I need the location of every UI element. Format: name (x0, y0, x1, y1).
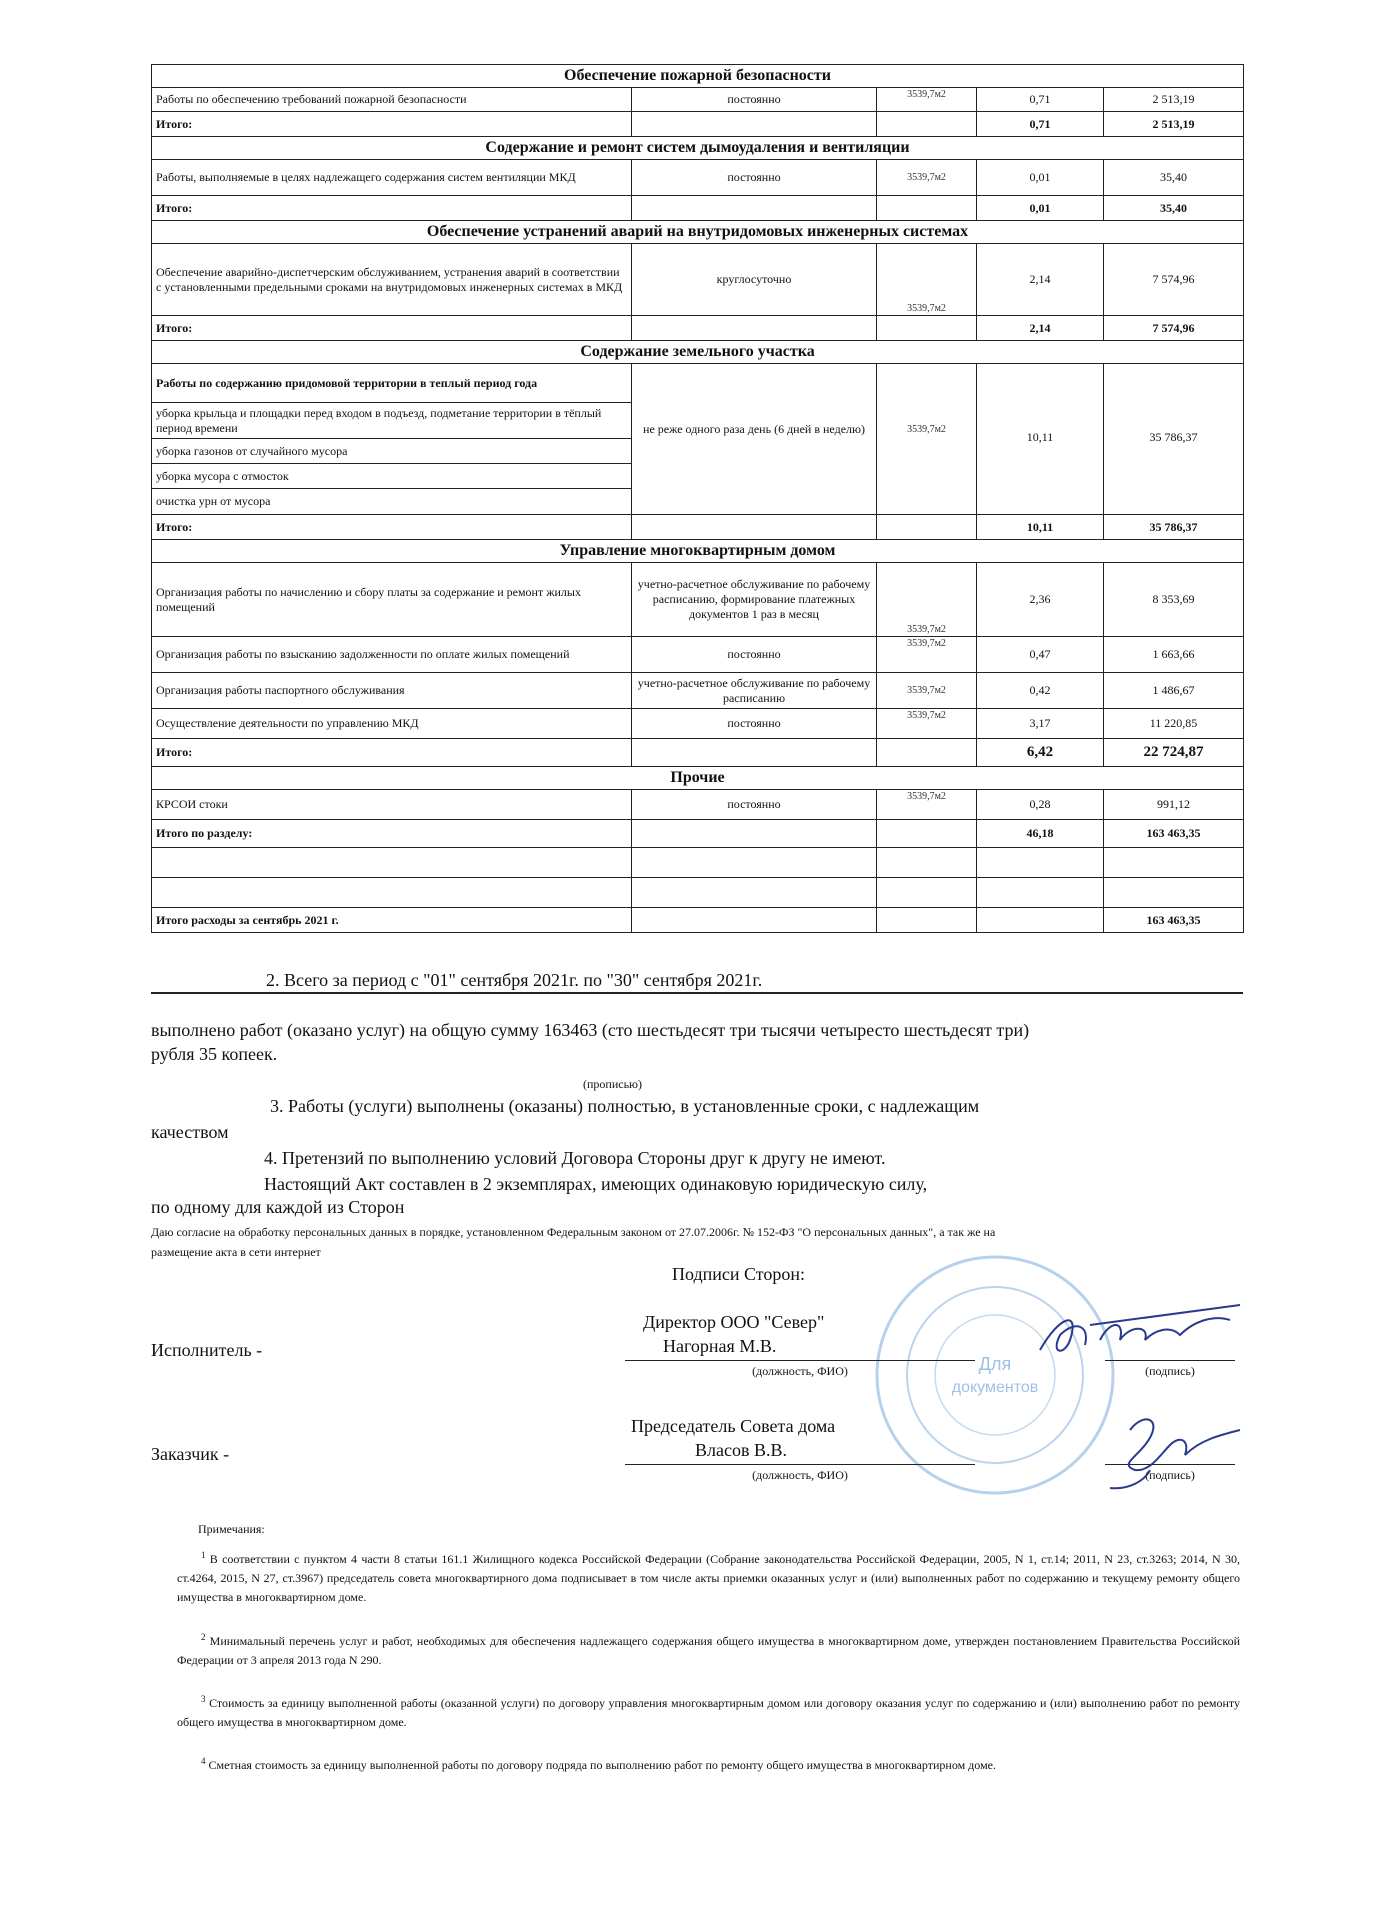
executor-position-line (625, 1360, 975, 1361)
land-line: уборка крыльца и площадки перед входом в подъезд, подметание территории в тёплый период времени (152, 402, 631, 438)
total-cost: 35,40 (1104, 196, 1244, 221)
row-period: круглосуточно (632, 244, 877, 316)
row-period: постоянно (632, 88, 877, 112)
row-rate: 2,14 (977, 244, 1104, 316)
paragraph-5-cont: по одному для каждой из Сторон (151, 1197, 405, 1217)
total-rate: 2,14 (977, 316, 1104, 341)
note-4 (177, 1752, 1240, 1775)
row-name: Работы по обеспечению требований пожарной безопасности (152, 88, 632, 112)
row-name: Обеспечение аварийно-диспетчерским обслуживанием, устранения аварий в соответствии с установленными предельными сроками на внутридомовых инженерных системах в МКД (152, 244, 632, 316)
row-name: Осуществление деятельности по управлению МКД (152, 709, 632, 739)
row-name: Организация работы паспортного обслуживания (152, 673, 632, 709)
total-cost: 2 513,19 (1104, 112, 1244, 137)
row-unit: 3539,7м2 (877, 244, 977, 316)
section-title-fire: Обеспечение пожарной безопасности (152, 65, 1244, 88)
row-period: не реже одного раза день (6 дней в неделю) (632, 364, 877, 515)
total-cost: 35 786,37 (1104, 515, 1244, 540)
section-total-cost: 163 463,35 (1104, 820, 1244, 848)
grand-total-cost: 163 463,35 (1104, 908, 1244, 933)
section-title-vent: Содержание и ремонт систем дымоудаления и вентиляции (152, 137, 1244, 160)
in-words-caption: (прописью) (583, 1077, 643, 1091)
row-rate: 0,71 (977, 88, 1104, 112)
row-cost: 11 220,85 (1104, 709, 1244, 739)
total-label: Итого: (152, 515, 632, 540)
row-cost: 7 574,96 (1104, 244, 1244, 316)
note-3 (177, 1690, 1240, 1732)
row-unit: 3539,7м2 (877, 637, 977, 673)
row-name: Организация работы по начислению и сбору платы за содержание и ремонт жилых помещений (152, 563, 632, 637)
position-caption: (должность, ФИО) (752, 1364, 848, 1378)
section-title-emergency: Обеспечение устранений аварий на внутридомовых инженерных системах (152, 221, 1244, 244)
stamp-text: документов (951, 1379, 1039, 1396)
total-label: Итого: (152, 316, 632, 341)
row-name: КРСОИ стоки (152, 790, 632, 820)
total-label: Итого: (152, 112, 632, 137)
row-rate: 0,47 (977, 637, 1104, 673)
section-title-land: Содержание земельного участка (152, 341, 1244, 364)
total-rate: 6,42 (977, 739, 1104, 767)
customer-label: Заказчик - (151, 1444, 230, 1464)
row-cost: 8 353,69 (1104, 563, 1244, 637)
row-unit: 3539,7м2 (877, 790, 977, 820)
stamp-text: Для (978, 1354, 1012, 1374)
consent-text-2: размещение акта в сети интернет (151, 1245, 321, 1259)
total-rate: 0,01 (977, 196, 1104, 221)
row-rate: 0,01 (977, 160, 1104, 196)
land-line: уборка газонов от случайного мусора (152, 438, 631, 463)
period-line: 2. Всего за период с "01" сентября 2021г. по "30" сентября 2021г. (151, 970, 1243, 994)
note-marker: 1 (201, 1550, 206, 1560)
total-rate: 0,71 (977, 112, 1104, 137)
total-rate: 10,11 (977, 515, 1104, 540)
note-2 (177, 1628, 1240, 1670)
paragraph-3: 3. Работы (услуги) выполнены (оказаны) полностью, в установленные сроки, с надлежащим (270, 1096, 980, 1116)
row-rate: 0,42 (977, 673, 1104, 709)
note-1 (177, 1546, 1240, 1607)
row-unit: 3539,7м2 (877, 563, 977, 637)
note-marker: 4 (201, 1756, 206, 1766)
total-label: Итого: (152, 739, 632, 767)
signature-caption: (подпись) (1145, 1468, 1195, 1482)
customer-name: Власов В.В. (695, 1440, 787, 1460)
land-line: очистка урн от мусора (152, 488, 631, 514)
note-text: В соответствии с пунктом 4 части 8 статьи 161.1 Жилищного кодекса Российской Федерации (Собрание законодательства Российской Федерации, 2005, N 1, ст.14; 2011, N 23, ст.3263; 2014, N 30, ст.4264, 2015, N 27, ст.3967) председатель совета многоквартирного дома подписывает в том числе акты приемки оказанных услуг и (или) выполненных работ по содержанию и текущему ремонту общего имущества в многоквартирном доме. (177, 1552, 1241, 1604)
paragraph-4: 4. Претензий по выполнению условий Договора Стороны друг к другу не имеют. (264, 1148, 886, 1168)
row-cost: 1 486,67 (1104, 673, 1244, 709)
paragraph-3-cont: качеством (151, 1122, 229, 1142)
position-caption: (должность, ФИО) (752, 1468, 848, 1482)
executor-label: Исполнитель - (151, 1340, 263, 1360)
executor-title: Директор ООО "Север" (643, 1312, 825, 1332)
total-cost: 7 574,96 (1104, 316, 1244, 341)
row-rate: 3,17 (977, 709, 1104, 739)
total-cost: 22 724,87 (1104, 739, 1244, 767)
total-label: Итого: (152, 196, 632, 221)
section-title-other: Прочие (152, 767, 1244, 790)
row-period: учетно-расчетное обслуживание по рабочему расписанию, формирование платежных документов 1 раз в месяц (632, 563, 877, 637)
note-text: Сметная стоимость за единицу выполненной работы по договору подряда по выполнению работ по ремонту общего имущества в многоквартирном доме. (208, 1758, 996, 1772)
customer-position-line (625, 1464, 975, 1465)
row-period: постоянно (632, 790, 877, 820)
amount-text: выполнено работ (оказано услуг) на общую сумму 163463 (сто шестьдесят три тысячи четыресто шестьдесят три) (151, 1020, 1030, 1040)
amount-text-2: рубля 35 копеек. (151, 1044, 278, 1064)
row-name: Работы, выполняемые в целях надлежащего содержания систем вентиляции МКД (152, 160, 632, 196)
land-works-list (152, 364, 632, 515)
row-unit: 3539,7м2 (877, 364, 977, 515)
land-line: уборка мусора с отмосток (152, 463, 631, 488)
row-period: постоянно (632, 160, 877, 196)
grand-total-label: Итого расходы за сентябрь 2021 г. (152, 908, 632, 933)
services-table (151, 64, 1244, 933)
signatures-title: Подписи Сторон: (672, 1264, 806, 1284)
row-unit: 3539,7м2 (877, 160, 977, 196)
row-cost: 1 663,66 (1104, 637, 1244, 673)
row-cost: 35 786,37 (1104, 364, 1244, 515)
note-marker: 3 (201, 1694, 206, 1704)
row-cost: 35,40 (1104, 160, 1244, 196)
land-line: Работы по содержанию придомовой территории в теплый период года (156, 375, 538, 390)
row-period: учетно-расчетное обслуживание по рабочему расписанию (632, 673, 877, 709)
row-unit: 3539,7м2 (877, 709, 977, 739)
customer-signature (1090, 1400, 1250, 1495)
row-unit: 3539,7м2 (877, 673, 977, 709)
note-marker: 2 (201, 1632, 206, 1642)
row-name: Организация работы по взысканию задолженности по оплате жилых помещений (152, 637, 632, 673)
row-unit: 3539,7м2 (877, 88, 977, 112)
customer-title: Председатель Совета дома (631, 1416, 836, 1436)
row-cost: 991,12 (1104, 790, 1244, 820)
row-period: постоянно (632, 709, 877, 739)
notes-title: Примечания: (198, 1522, 265, 1536)
row-rate: 10,11 (977, 364, 1104, 515)
row-period: постоянно (632, 637, 877, 673)
signature-caption: (подпись) (1145, 1364, 1195, 1378)
row-cost: 2 513,19 (1104, 88, 1244, 112)
note-text: Стоимость за единицу выполненной работы (оказанной услуги) по договору управления многоквартирным домом или договору оказания услуг по содержанию и (или) выполнению работ по ремонту общего имущества в многоквартирном доме. (177, 1696, 1240, 1729)
executor-signature (1030, 1295, 1260, 1375)
note-text: Минимальный перечень услуг и работ, необходимых для обеспечения надлежащего содержания общего имущества в многоквартирном доме, утвержден постановлением Правительства Российской Федерации от 3 апреля 2013 года N 290. (177, 1634, 1241, 1667)
section-title-management: Управление многоквартирным домом (152, 540, 1244, 563)
executor-name: Нагорная М.В. (663, 1336, 777, 1356)
consent-text: Даю согласие на обработку персональных данных в порядке, установленном Федеральным законом от 27.07.2006г. № 152-ФЗ "О персональных данных", а так же на (151, 1225, 996, 1239)
section-total-label: Итого по разделу: (152, 820, 632, 848)
row-rate: 2,36 (977, 563, 1104, 637)
section-total-rate: 46,18 (977, 820, 1104, 848)
paragraph-5: Настоящий Акт составлен в 2 экземплярах, имеющих одинаковую юридическую силу, (264, 1174, 928, 1194)
row-rate: 0,28 (977, 790, 1104, 820)
